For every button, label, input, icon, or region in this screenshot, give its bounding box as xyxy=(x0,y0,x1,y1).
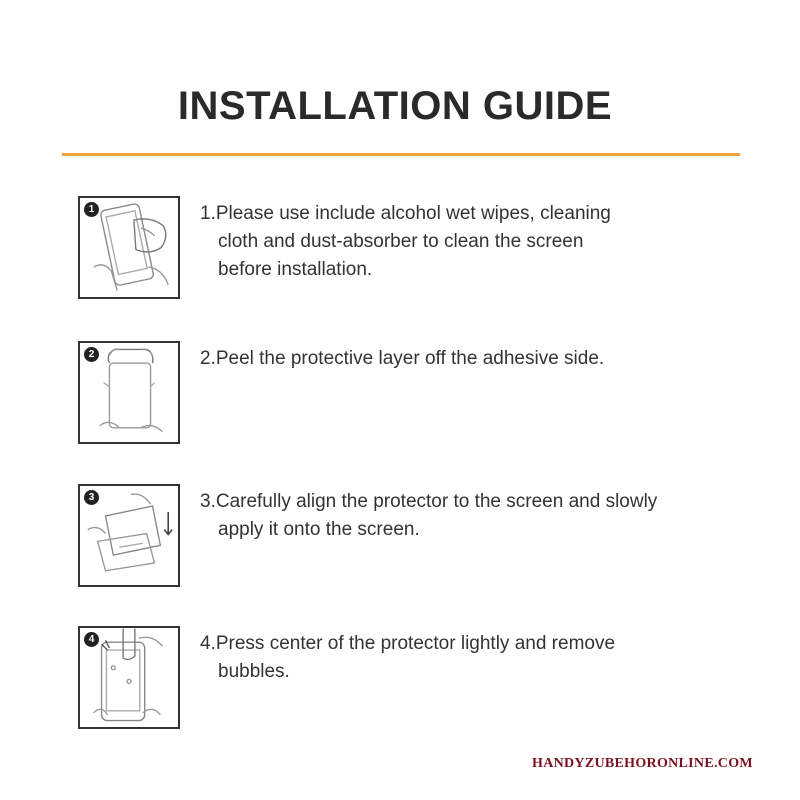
step-3-text xyxy=(200,488,740,544)
step-number-badge: 3 xyxy=(84,490,99,505)
step-4-line-2: bubbles. xyxy=(218,661,290,682)
step-3-line-2: apply it onto the screen. xyxy=(218,519,420,540)
align-protector-illustration xyxy=(78,484,180,587)
step-4-text xyxy=(200,630,740,686)
watermark: HANDYZUBEHORONLINE.COM xyxy=(532,756,753,771)
step-1-text xyxy=(200,200,740,284)
title-divider xyxy=(62,153,740,156)
step-2-text xyxy=(200,345,740,373)
step-number-badge: 1 xyxy=(84,202,99,217)
step-number-badge: 2 xyxy=(84,347,99,362)
step-4-line-1: 4.Press center of the protector lightly and remove xyxy=(200,633,616,654)
step-1-line-3: before installation. xyxy=(218,259,373,280)
step-3-line-1: 3.Carefully align the protector to the screen and slowly xyxy=(200,491,658,512)
step-1-line-1: 1.Please use include alcohol wet wipes, cleaning xyxy=(200,203,611,224)
page-title: INSTALLATION GUIDE xyxy=(177,84,613,128)
peel-film-illustration xyxy=(78,341,180,444)
step-number-badge: 4 xyxy=(84,632,99,647)
step-1-line-2: cloth and dust-absorber to clean the screen xyxy=(218,231,584,252)
press-bubbles-illustration xyxy=(78,626,180,729)
wipe-screen-illustration xyxy=(78,196,180,299)
step-2-line-1: 2.Peel the protective layer off the adhesive side. xyxy=(200,348,605,369)
